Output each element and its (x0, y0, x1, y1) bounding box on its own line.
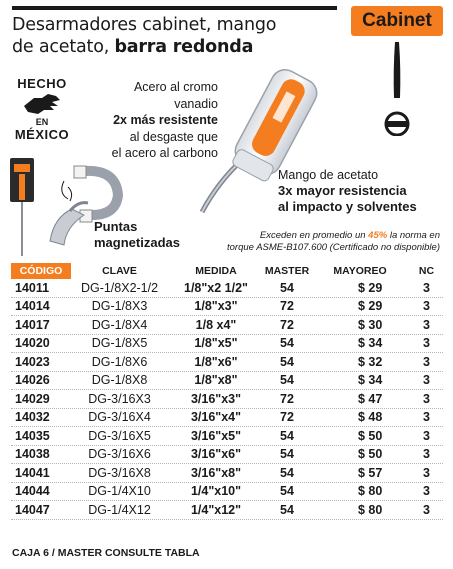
cell-master: 54 (280, 447, 294, 462)
cell-mayoreo: $ 34 (358, 336, 383, 351)
cell-nc: 3 (423, 299, 430, 314)
cell-nc: 3 (423, 428, 430, 443)
cell-mayoreo: $ 34 (358, 373, 383, 388)
cell-master: 54 (280, 502, 294, 517)
cell-master: 72 (280, 299, 294, 314)
cell-clave: DG-1/4X10 (88, 484, 151, 499)
cell-clave: DG-1/8X4 (91, 317, 148, 332)
cell-nc: 3 (423, 354, 430, 369)
cell-mayoreo: $ 48 (358, 410, 383, 425)
cell-mayoreo: $ 57 (358, 465, 383, 480)
table-row (11, 298, 443, 317)
cell-medida: 3/16"x5" (190, 428, 242, 443)
cell-master: 54 (280, 428, 294, 443)
cell-mayoreo: $ 80 (358, 484, 383, 499)
cell-nc: 3 (423, 317, 430, 332)
table-row (11, 279, 443, 298)
cell-master: 54 (280, 354, 294, 369)
origin-line-2: EN (35, 117, 49, 127)
title-line-2-bold: barra redonda (114, 37, 254, 57)
cell-clave: DG-3/16X6 (88, 447, 151, 462)
cell-master: 54 (280, 465, 294, 480)
cell-codigo: 14017 (15, 317, 50, 332)
cell-nc: 3 (423, 391, 430, 406)
header-mayoreo: MAYOREO (333, 265, 387, 277)
cabinet-badge: Cabinet (351, 6, 443, 36)
cell-nc: 3 (423, 447, 430, 462)
cell-codigo: 14044 (15, 484, 50, 499)
title-line-2: de acetato, (12, 37, 115, 57)
mexico-hand-icon (22, 92, 62, 116)
table-row (11, 427, 443, 446)
cell-medida: 3/16"x4" (190, 410, 242, 425)
header-nc: NC (418, 265, 435, 277)
cell-clave: DG-1/8X6 (91, 354, 148, 369)
cell-master: 54 (280, 280, 294, 295)
cell-master: 72 (280, 410, 294, 425)
cell-codigo: 14038 (15, 447, 50, 462)
magnetic-tips-text (94, 219, 180, 251)
cell-codigo: 14047 (15, 502, 50, 517)
cell-clave: DG-3/16X3 (88, 391, 151, 406)
steel-line-2: más resistente (126, 113, 218, 127)
table-row (11, 464, 443, 483)
cell-mayoreo: $ 50 (358, 447, 383, 462)
handle-line-2: 3x mayor resistencia (278, 183, 407, 198)
table-row (11, 335, 443, 354)
header-clave: CLAVE (102, 265, 137, 277)
cell-codigo: 14032 (15, 410, 50, 425)
steel-line-4: el acero al carbono (111, 146, 218, 160)
cell-mayoreo: $ 50 (358, 428, 383, 443)
cell-medida: 1/8"x6" (194, 354, 238, 369)
table-row (11, 446, 443, 465)
origin-line-3: MÉXICO (14, 127, 70, 142)
cell-master: 54 (280, 373, 294, 388)
torque-note (180, 230, 440, 253)
handle-line-3: al impacto y solventes (278, 199, 417, 214)
cell-master: 54 (280, 484, 294, 499)
table-row (11, 501, 443, 520)
cell-medida: 1/8"x2 1/2" (184, 280, 248, 295)
header-master: MASTER (264, 265, 310, 277)
steel-line-1: Acero al cromo vanadio (133, 80, 218, 111)
cell-nc: 3 (423, 410, 430, 425)
cell-codigo: 14020 (15, 336, 50, 351)
cell-medida: 1/8 x4" (195, 317, 237, 332)
cell-master: 72 (280, 391, 294, 406)
cell-mayoreo: $ 32 (358, 354, 383, 369)
table-row (11, 409, 443, 428)
title-rule (12, 6, 337, 10)
header-codigo: CÓDIGO (11, 263, 71, 279)
footer-note: CAJA 6 / MASTER CONSULTE TABLA (12, 547, 200, 559)
made-in-mexico-seal (10, 76, 74, 164)
cell-medida: 1/8"x3" (194, 299, 238, 314)
cell-clave: DG-3/16X4 (88, 410, 151, 425)
cell-mayoreo: $ 30 (358, 317, 383, 332)
cell-nc: 3 (423, 484, 430, 499)
cell-codigo: 14023 (15, 354, 50, 369)
table-body (11, 279, 443, 520)
note-line-2: torque ASME-B107.600 (Certificado no disponible) (227, 241, 440, 253)
cell-mayoreo: $ 29 (358, 299, 383, 314)
cell-medida: 1/4"x12" (190, 502, 242, 517)
table-row (11, 353, 443, 372)
steel-line-3: al desgaste que (129, 129, 218, 144)
cell-medida: 3/16"x8" (190, 465, 242, 480)
cell-codigo: 14014 (15, 299, 50, 314)
cell-medida: 3/16"x6" (190, 447, 242, 462)
cell-master: 54 (280, 336, 294, 351)
cell-master: 72 (280, 317, 294, 332)
cell-nc: 3 (423, 502, 430, 517)
price-table (11, 263, 443, 520)
table-row (11, 390, 443, 409)
tips-line-1: Puntas (94, 219, 138, 234)
tips-line-2: magnetizadas (94, 235, 180, 250)
cell-clave: DG-1/8X5 (91, 336, 148, 351)
note-highlight: 45% (368, 230, 388, 241)
blister-pack-icon (8, 156, 36, 258)
cell-mayoreo: $ 47 (358, 391, 383, 406)
cell-nc: 3 (423, 465, 430, 480)
cell-clave: DG-1/4X12 (88, 502, 151, 517)
title-line-1: Desarmadores cabinet, mango (12, 15, 277, 35)
header-medida: MEDIDA (195, 265, 237, 277)
cell-nc: 3 (423, 336, 430, 351)
cell-clave: DG-1/8X2-1/2 (80, 280, 159, 295)
handle-feature-text (278, 167, 448, 215)
cell-medida: 1/4"x10" (190, 484, 242, 499)
table-row (11, 316, 443, 335)
note-before: Exceden en promedio un (259, 230, 369, 241)
cell-codigo: 14011 (15, 280, 50, 295)
table-header (11, 263, 443, 279)
cell-codigo: 14035 (15, 428, 50, 443)
cell-clave: DG-3/16X5 (88, 428, 151, 443)
note-after: la norma en (387, 230, 440, 241)
steel-bold: 2x (113, 113, 127, 127)
cell-medida: 1/8"x5" (194, 336, 238, 351)
cell-medida: 1/8"x8" (194, 373, 238, 388)
cell-mayoreo: $ 29 (358, 280, 383, 295)
cell-codigo: 14041 (15, 465, 50, 480)
origin-line-1: HECHO (17, 76, 67, 91)
cell-medida: 3/16"x3" (190, 391, 242, 406)
cell-clave: DG-1/8X3 (91, 299, 148, 314)
cell-clave: DG-3/16X8 (88, 465, 151, 480)
cell-nc: 3 (423, 280, 430, 295)
cell-codigo: 14029 (15, 391, 50, 406)
handle-line-1: Mango de acetato (278, 168, 379, 182)
cell-clave: DG-1/8X8 (91, 373, 148, 388)
flat-tip-icon (380, 40, 414, 136)
cell-codigo: 14026 (15, 373, 50, 388)
cell-nc: 3 (423, 373, 430, 388)
cell-mayoreo: $ 80 (358, 502, 383, 517)
table-row (11, 372, 443, 391)
table-row (11, 483, 443, 502)
